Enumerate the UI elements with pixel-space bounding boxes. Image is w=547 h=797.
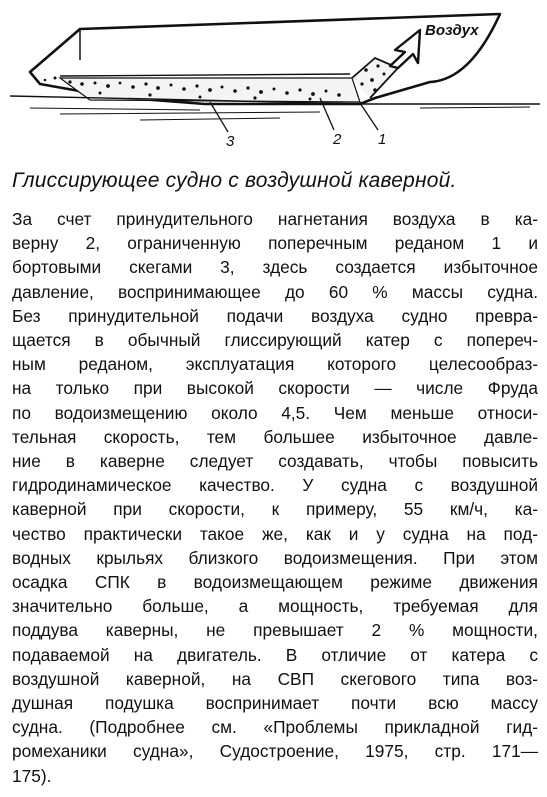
body-line: ромеханики судна», Судостроение, 1975, стр. 171—	[12, 741, 538, 762]
body-line: чество практически такое же, как и у судна на под-	[12, 523, 538, 544]
callout-leader-1	[360, 103, 378, 130]
body-line: гидродинамическое качество. У судна с воздушной	[12, 475, 538, 496]
air-arrow-icon	[390, 30, 420, 68]
body-line: Без принудительной подачи воздуха судно превра-	[12, 305, 538, 326]
body-line: тельная скорость, тем большее избыточное давле-	[12, 426, 538, 447]
body-paragraph	[12, 207, 538, 788]
hull-diagram	[0, 0, 547, 160]
water-ripple	[30, 107, 530, 120]
body-line: на только при высокой скорости — числе Фруда	[12, 378, 538, 399]
body-line: по водоизмещению около 4,5. Чем меньше относи-	[12, 402, 538, 423]
hull-diagram-svg	[0, 0, 547, 160]
body-line: За счет принудительного нагнетания воздуха в ка-	[12, 209, 538, 229]
body-line: ние в каверне следует создавать, чтобы повысить	[12, 451, 538, 472]
chine-line	[60, 74, 350, 76]
body-line: каверной при скорости, к примеру, 55 км/ч, ка-	[12, 499, 538, 520]
body-line: душная подушка воспринимает почти всю массу	[12, 693, 538, 714]
body-line: бортовыми скегами 3, здесь создается избыточное	[12, 257, 538, 278]
callout-leader-3	[210, 102, 228, 132]
body-line: значительно больше, а мощность, требуемая для	[12, 596, 538, 617]
body-line: подаваемой на двигатель. В отличие от катера с	[12, 644, 538, 665]
callout-3: 3	[226, 133, 235, 150]
figure-caption: Глиссирующее судно с воздушной каверной.	[12, 169, 457, 192]
body-line: ным реданом, эксплуатация которого целесообраз-	[12, 354, 538, 375]
body-line: судна. (Подробнее см. «Проблемы прикладной гид-	[12, 717, 538, 738]
body-line: воздушной каверной, на СВП скегового типа воз-	[12, 668, 538, 689]
body-line: щается в обычный глиссирующий катер с попереч-	[12, 330, 538, 351]
air-label: Воздух	[425, 22, 479, 39]
body-line: водных крыльях близкого водоизмещения. При этом	[12, 547, 538, 568]
body-line: 175).	[12, 765, 52, 786]
body-line: поддува каверны, не превышает 2 % мощности,	[12, 620, 538, 641]
callout-1: 1	[378, 131, 387, 148]
body-line: давление, воспринимающее до 60 % массы судна.	[12, 281, 538, 302]
body-line: верну 2, ограниченную поперечным реданом 1 и	[12, 233, 538, 254]
body-line: осадка СПК в водоизмещающем режиме движения	[12, 572, 538, 593]
callout-2: 2	[333, 131, 342, 148]
